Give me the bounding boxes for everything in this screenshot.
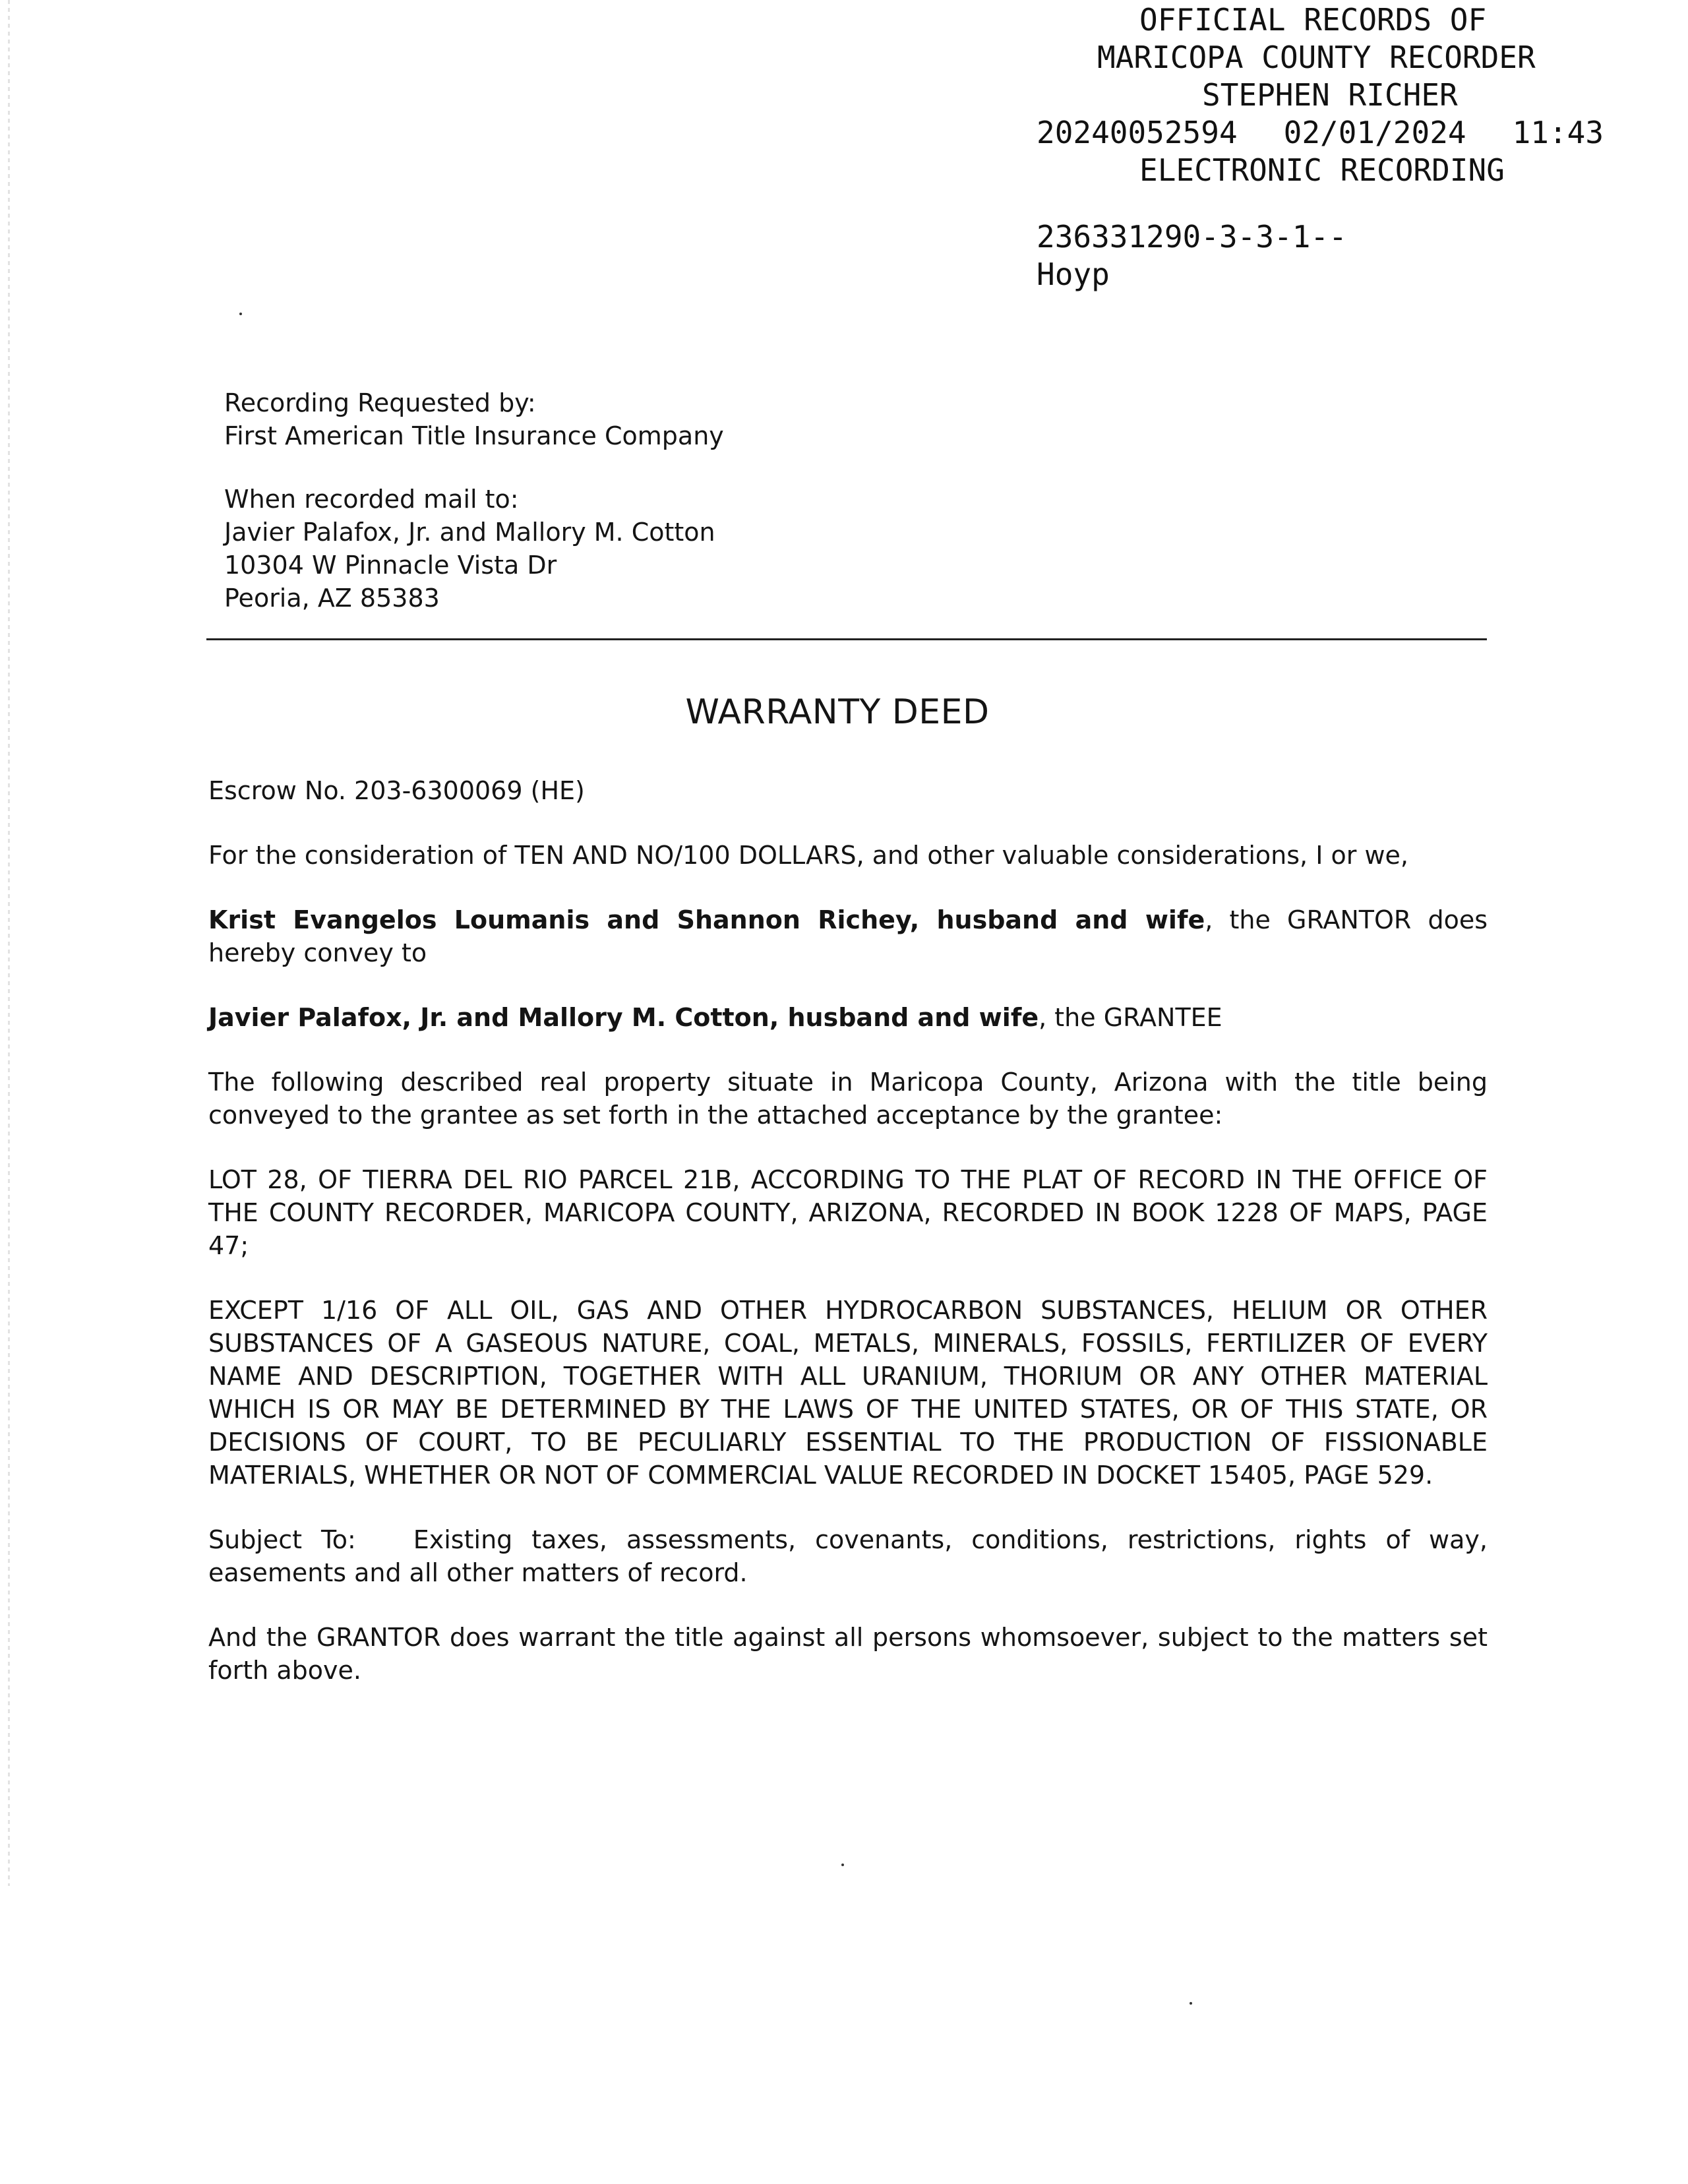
document-number: 20240052594 — [1037, 115, 1238, 150]
deed-content — [208, 774, 1496, 1718]
stamp-line-recorder-name: STEPHEN RICHER — [1202, 77, 1458, 113]
grantee-names: Javier Palafox, Jr. and Mallory M. Cotton, husband and wife — [208, 1003, 1039, 1032]
mail-to-address — [224, 483, 1015, 615]
requested-by-label: Recording Requested by: — [224, 388, 536, 417]
subject-to-clause: Subject To: Existing taxes, assessments, covenants, conditions, restrictions, rights of way, easements and all other matters of record. — [208, 1525, 1496, 1587]
mail-to-street: 10304 W Pinnacle Vista Dr — [224, 551, 557, 580]
recording-info — [224, 386, 1015, 645]
grantee-clause — [208, 1001, 1488, 1034]
speck — [1190, 2002, 1192, 2005]
grantor-tail: , the GRANTOR does hereby convey to — [208, 905, 1488, 967]
grantor-clause — [208, 903, 1488, 969]
escrow-number: Escrow No. 203-6300069 (HE) — [208, 776, 585, 805]
grantor-names: Krist Evangelos Loumanis and Shannon Richey, husband and wife — [208, 905, 1205, 934]
stamp-reference-number: 236331290-3-3-1-- — [1037, 219, 1347, 255]
legal-description: LOT 28, OF TIERRA DEL RIO PARCEL 21B, ACCORDING TO THE PLAT OF RECORD IN THE OFFICE OF THE COUNTY RECORDER, MARICOPA COUNTY, ARIZONA, RECORDED IN BOOK 1228 OF MAPS, PAGE 47; — [208, 1165, 1488, 1260]
header-divider — [206, 638, 1487, 640]
scan-edge — [8, 0, 10, 1886]
mail-to-label: When recorded mail to: — [224, 485, 519, 514]
recording-requested — [224, 386, 1015, 452]
stamp-line-electronic-recording: ELECTRONIC RECORDING — [1139, 152, 1505, 188]
stamp-line-official-records: OFFICIAL RECORDS OF — [1139, 2, 1487, 38]
warranty-clause: And the GRANTOR does warrant the title against all persons whomsoever, subject to the matters set forth above. — [208, 1623, 1488, 1685]
stamp-line-county-recorder: MARICOPA COUNTY RECORDER — [1097, 40, 1536, 75]
grantee-tail: , the GRANTEE — [1039, 1003, 1222, 1032]
mail-to-name: Javier Palafox, Jr. and Mallory M. Cotton — [224, 518, 715, 547]
speck — [239, 313, 242, 315]
document-title — [0, 691, 1688, 733]
mail-to-city: Peoria, AZ 85383 — [224, 584, 440, 613]
recorder-stamp — [1015, 1, 1675, 293]
speck — [841, 1864, 844, 1866]
recording-time: 11:43 — [1512, 115, 1604, 150]
mineral-exception: EXCEPT 1/16 OF ALL OIL, GAS AND OTHER HYDROCARBON SUBSTANCES, HELIUM OR OTHER SUBSTANCES OF A GASEOUS NATURE, COAL, METALS, MINERALS, FOSSILS, FERTILIZER OF EVERY NAME AND DESCRIPTION, TOGETHER WITH ALL URANIUM, THORIUM OR ANY OTHER MATERIAL WHICH IS OR MAY BE DETERMINED BY THE LAWS OF THE UNITED STATES, OR OF THIS STATE, OR DECISIONS OF COURT, TO BE PECULIARLY ESSENTIAL TO THE PRODUCTION OF FISSIONABLE MATERIALS, WHETHER OR NOT OF COMMERCIAL VALUE RECORDED IN DOCKET 15405, PAGE 529. — [208, 1296, 1488, 1490]
document-title-text: WARRANTY DEED — [685, 692, 990, 732]
consideration-clause: For the consideration of TEN AND NO/100 DOLLARS, and other valuable considerations, I or we, — [208, 841, 1408, 870]
stamp-code: Hoyp — [1037, 257, 1110, 292]
recording-date: 02/01/2024 — [1283, 115, 1466, 150]
property-intro: The following described real property situate in Maricopa County, Arizona with the title being conveyed to the grantee as set forth in the attached acceptance by the grantee: — [208, 1068, 1488, 1130]
requested-by-company: First American Title Insurance Company — [224, 421, 724, 450]
stamp-recording-line — [1015, 114, 1675, 152]
